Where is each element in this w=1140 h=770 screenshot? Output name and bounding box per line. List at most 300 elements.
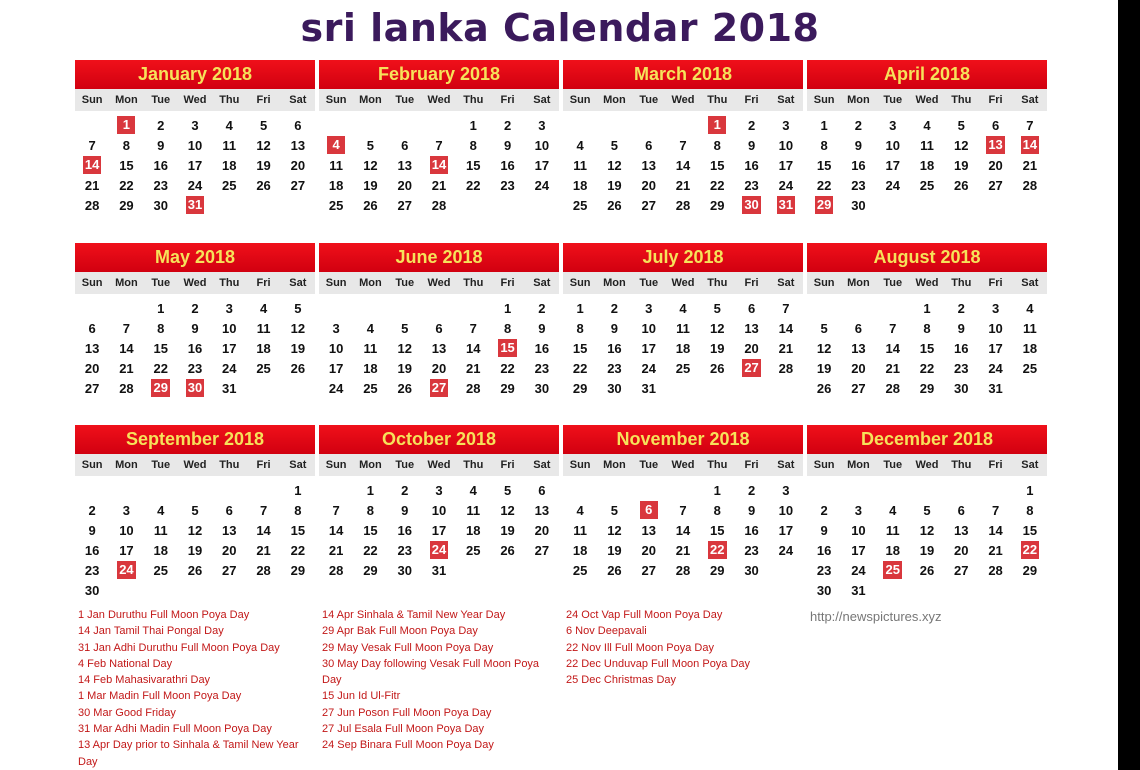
day-number: 19	[607, 177, 622, 193]
day-number: 25	[572, 197, 588, 213]
day-cell	[632, 520, 666, 540]
day-number: 5	[957, 117, 965, 133]
day-number: 20	[534, 522, 550, 538]
holiday-item: 22 Dec Unduvap Full Moon Poya Day	[566, 657, 751, 670]
empty-cell	[563, 480, 597, 500]
day-number: 9	[157, 137, 165, 153]
day-cell	[212, 500, 246, 520]
day-number: 11	[153, 522, 168, 538]
empty-cell	[597, 115, 631, 135]
day-number: 29	[153, 380, 168, 395]
day-number: 10	[328, 340, 344, 356]
day-number: 13	[954, 522, 969, 538]
weekday-label: Fri	[500, 459, 515, 471]
weekday-label: Mon	[359, 459, 382, 471]
day-cell	[666, 135, 700, 155]
day-number: 30	[84, 582, 100, 598]
day-cell	[666, 175, 700, 195]
empty-cell	[75, 115, 109, 135]
day-cell	[75, 580, 109, 600]
day-number: 18	[466, 522, 481, 538]
day-cell	[144, 338, 178, 358]
day-cell	[632, 378, 666, 398]
day-cell	[144, 520, 178, 540]
day-number: 3	[782, 117, 790, 133]
day-number: 15	[119, 157, 134, 173]
day-number: 27	[641, 197, 656, 213]
weekday-label: Sun	[569, 459, 591, 471]
day-cell	[978, 115, 1012, 135]
day-number: 9	[854, 137, 863, 153]
weekday-label: Thu	[707, 277, 728, 289]
day-cell	[597, 195, 631, 215]
day-cell	[910, 338, 944, 358]
day-cell	[525, 338, 559, 358]
day-cell	[734, 560, 768, 580]
day-number: 14	[988, 522, 1003, 538]
day-cell	[597, 298, 631, 318]
month-calendar	[807, 243, 1047, 398]
day-cell	[75, 135, 109, 155]
day-cell	[632, 338, 666, 358]
day-cell	[109, 318, 143, 338]
day-cell	[1013, 318, 1047, 338]
day-number: 6	[747, 300, 756, 316]
holiday-item: 4 Feb National Day	[78, 657, 173, 670]
day-cell	[109, 155, 143, 175]
day-number: 10	[431, 502, 447, 518]
day-number: 21	[885, 360, 900, 376]
day-cell	[281, 480, 315, 500]
day-cell	[212, 378, 246, 398]
holiday-item: 27 Jul Esala Full Moon Poya Day	[322, 723, 485, 736]
day-grid	[563, 480, 803, 580]
day-number: 25	[466, 542, 481, 558]
empty-cell	[807, 298, 841, 318]
day-number: 21	[431, 177, 447, 193]
day-number: 1	[576, 300, 584, 316]
day-cell	[563, 195, 597, 215]
day-cell	[1013, 560, 1047, 580]
day-number: 12	[397, 340, 412, 356]
day-number: 24	[988, 360, 1003, 376]
weekday-label: Mon	[115, 277, 138, 289]
day-number: 13	[431, 340, 447, 356]
day-cell	[490, 520, 524, 540]
day-cell	[807, 115, 841, 135]
day-number: 28	[119, 380, 134, 396]
day-number: 24	[534, 177, 550, 193]
day-number: 23	[84, 562, 100, 578]
day-number: 12	[363, 157, 378, 173]
empty-cell	[353, 298, 387, 318]
holiday-day	[769, 195, 803, 215]
day-number: 25	[222, 177, 237, 193]
day-cell	[388, 500, 422, 520]
day-number: 7	[435, 137, 443, 153]
weekday-header	[807, 89, 1047, 111]
day-number: 12	[816, 340, 832, 356]
day-number: 26	[256, 177, 271, 193]
empty-cell	[353, 115, 387, 135]
day-number: 25	[363, 380, 378, 396]
day-cell	[75, 175, 109, 195]
day-cell	[212, 155, 246, 175]
day-cell	[1013, 520, 1047, 540]
day-cell	[666, 195, 700, 215]
day-number: 27	[290, 177, 306, 193]
day-cell	[876, 115, 910, 135]
weekday-label: Mon	[847, 94, 870, 106]
day-number: 11	[573, 157, 588, 173]
day-cell	[563, 175, 597, 195]
day-number: 26	[607, 197, 622, 213]
day-number: 24	[431, 542, 447, 557]
day-number: 9	[747, 137, 756, 153]
day-number: 12	[954, 137, 969, 153]
day-cell	[632, 560, 666, 580]
day-cell	[1013, 298, 1047, 318]
day-cell	[944, 540, 978, 560]
day-cell	[1013, 358, 1047, 378]
holiday-item: 14 Jan Tamil Thai Pongal Day	[78, 625, 224, 638]
day-cell	[944, 318, 978, 338]
day-cell	[841, 358, 875, 378]
day-cell	[666, 318, 700, 338]
weekday-label: Mon	[603, 459, 626, 471]
day-cell	[563, 540, 597, 560]
day-cell	[353, 318, 387, 338]
day-cell	[353, 195, 387, 215]
day-number: 19	[256, 157, 271, 173]
day-cell	[876, 135, 910, 155]
day-cell	[178, 338, 212, 358]
day-cell	[841, 378, 875, 398]
day-cell	[144, 175, 178, 195]
day-number: 13	[744, 320, 759, 336]
day-number: 23	[500, 177, 515, 193]
day-cell	[1013, 175, 1047, 195]
day-number: 1	[294, 482, 302, 498]
holiday-column	[322, 607, 557, 754]
day-number: 28	[988, 562, 1003, 578]
day-cell	[212, 540, 246, 560]
day-cell	[490, 540, 524, 560]
day-cell	[490, 480, 524, 500]
holiday-day	[109, 115, 143, 135]
day-number: 20	[84, 360, 100, 376]
day-cell	[319, 318, 353, 338]
day-number: 4	[679, 300, 687, 316]
weekday-label: Fri	[744, 277, 759, 289]
month-calendar	[563, 425, 803, 580]
day-number: 4	[576, 502, 584, 518]
day-number: 22	[290, 542, 306, 558]
empty-cell	[841, 480, 875, 500]
day-cell	[944, 500, 978, 520]
day-cell	[632, 540, 666, 560]
month-calendar	[75, 60, 315, 215]
day-number: 17	[534, 157, 550, 173]
day-cell	[1013, 500, 1047, 520]
holiday-item: 29 May Vesak Full Moon Poya Day	[322, 641, 494, 654]
day-number: 7	[782, 300, 790, 316]
day-cell	[597, 378, 631, 398]
day-number: 18	[572, 177, 588, 193]
website-url[interactable]: http://newspictures.xyz	[810, 609, 942, 624]
day-number: 20	[641, 177, 656, 193]
day-cell	[944, 298, 978, 318]
day-cell	[910, 378, 944, 398]
day-cell	[281, 298, 315, 318]
weekday-label: Mon	[359, 277, 382, 289]
day-number: 28	[84, 197, 100, 213]
day-cell	[490, 135, 524, 155]
day-number: 13	[222, 522, 237, 538]
day-cell	[978, 520, 1012, 540]
day-number: 12	[256, 137, 271, 153]
day-number: 7	[88, 137, 96, 153]
day-number: 17	[222, 340, 237, 356]
day-number: 11	[920, 137, 934, 153]
day-cell	[700, 135, 734, 155]
day-cell	[525, 520, 559, 540]
day-cell	[490, 358, 524, 378]
day-cell	[212, 520, 246, 540]
day-number: 24	[885, 177, 900, 193]
day-number: 17	[885, 157, 900, 173]
day-number: 18	[256, 340, 271, 356]
day-cell	[319, 560, 353, 580]
day-cell	[841, 115, 875, 135]
day-cell	[876, 378, 910, 398]
day-cell	[876, 520, 910, 540]
empty-cell	[246, 480, 280, 500]
weekday-label: Sat	[289, 277, 307, 289]
day-number: 8	[576, 320, 584, 336]
empty-cell	[319, 298, 353, 318]
day-cell	[388, 560, 422, 580]
day-number: 7	[679, 502, 687, 518]
day-cell	[944, 560, 978, 580]
day-cell	[144, 500, 178, 520]
day-cell	[597, 520, 631, 540]
day-number: 26	[710, 360, 725, 376]
weekday-header	[75, 272, 315, 294]
day-number: 16	[534, 340, 550, 356]
day-number: 21	[988, 542, 1003, 558]
day-cell	[910, 155, 944, 175]
day-number: 21	[1022, 157, 1038, 173]
day-cell	[456, 378, 490, 398]
day-number: 26	[919, 562, 935, 578]
day-cell	[388, 195, 422, 215]
day-number: 7	[1026, 117, 1034, 133]
day-cell	[944, 358, 978, 378]
weekday-label: Sun	[813, 277, 835, 289]
day-cell	[490, 318, 524, 338]
weekday-header	[319, 89, 559, 111]
weekday-label: Tue	[883, 277, 903, 289]
day-number: 9	[957, 320, 965, 336]
day-number: 23	[534, 360, 550, 376]
month-calendar	[75, 243, 315, 398]
day-number: 22	[363, 542, 378, 558]
day-cell	[807, 520, 841, 540]
day-number: 2	[538, 300, 546, 316]
day-cell	[525, 115, 559, 135]
day-number: 23	[744, 542, 759, 558]
day-cell	[144, 540, 178, 560]
day-number: 30	[851, 197, 866, 213]
day-cell	[841, 175, 875, 195]
day-cell	[666, 560, 700, 580]
day-number: 8	[713, 137, 721, 153]
day-cell	[769, 500, 803, 520]
day-number: 14	[675, 522, 691, 538]
day-number: 27	[641, 562, 656, 578]
month-title: May 2018	[75, 243, 315, 272]
day-cell	[246, 500, 280, 520]
day-cell	[1013, 155, 1047, 175]
weekday-label: Tue	[151, 459, 171, 471]
weekday-label: Sat	[533, 94, 551, 106]
day-cell	[456, 155, 490, 175]
day-cell	[734, 500, 768, 520]
day-number: 9	[538, 320, 546, 336]
day-cell	[178, 540, 212, 560]
day-number: 24	[328, 380, 344, 396]
day-number: 12	[187, 522, 203, 538]
day-cell	[632, 298, 666, 318]
day-grid	[319, 115, 559, 215]
holiday-day	[734, 358, 768, 378]
weekday-label: Tue	[883, 459, 903, 471]
month-title: July 2018	[563, 243, 803, 272]
day-cell	[807, 155, 841, 175]
day-number: 13	[851, 340, 866, 356]
day-number: 25	[675, 360, 691, 376]
day-cell	[246, 338, 280, 358]
weekday-label: Mon	[115, 94, 138, 106]
day-number: 1	[157, 300, 165, 316]
empty-cell	[910, 480, 944, 500]
day-cell	[769, 480, 803, 500]
day-number: 15	[919, 340, 935, 356]
day-cell	[978, 175, 1012, 195]
weekday-label: Wed	[183, 459, 207, 471]
day-number: 7	[679, 137, 687, 153]
day-grid	[75, 115, 315, 215]
day-grid	[563, 115, 803, 215]
day-cell	[388, 540, 422, 560]
day-number: 17	[641, 340, 656, 356]
holiday-day	[700, 115, 734, 135]
day-number: 19	[919, 542, 935, 558]
day-number: 5	[820, 320, 828, 336]
day-cell	[353, 135, 387, 155]
holiday-day	[109, 560, 143, 580]
day-number: 20	[222, 542, 237, 558]
day-grid	[75, 480, 315, 600]
day-number: 7	[889, 320, 897, 336]
day-number: 19	[607, 542, 622, 558]
weekday-label: Wed	[671, 277, 695, 289]
day-number: 1	[117, 116, 135, 134]
day-number: 8	[713, 502, 721, 518]
weekday-label: Wed	[671, 94, 695, 106]
day-number: 24	[778, 177, 794, 193]
day-number: 12	[500, 502, 515, 518]
day-cell	[212, 298, 246, 318]
day-cell	[281, 540, 315, 560]
day-cell	[456, 540, 490, 560]
weekday-label: Fri	[256, 277, 271, 289]
day-grid	[807, 298, 1047, 398]
day-cell	[109, 540, 143, 560]
holiday-item: 31 Jan Adhi Duruthu Full Moon Poya Day	[78, 641, 280, 654]
day-cell	[144, 115, 178, 135]
day-number: 25	[885, 562, 900, 577]
day-number: 15	[500, 340, 515, 355]
day-number: 3	[122, 502, 131, 518]
day-number: 9	[503, 137, 512, 153]
weekday-label: Sun	[569, 94, 591, 106]
month-title: October 2018	[319, 425, 559, 454]
weekday-label: Sat	[1021, 277, 1039, 289]
day-cell	[700, 155, 734, 175]
day-number: 27	[988, 177, 1003, 193]
day-number: 14	[84, 157, 100, 172]
day-cell	[246, 298, 280, 318]
day-cell	[422, 338, 456, 358]
day-cell	[525, 135, 559, 155]
day-number: 11	[222, 137, 237, 153]
day-cell	[490, 175, 524, 195]
empty-cell	[388, 298, 422, 318]
day-number: 23	[607, 360, 622, 376]
empty-cell	[807, 480, 841, 500]
day-cell	[178, 115, 212, 135]
weekday-label: Tue	[639, 459, 659, 471]
day-number: 2	[854, 117, 863, 133]
day-number: 18	[153, 542, 168, 558]
day-number: 29	[816, 197, 832, 212]
day-number: 21	[119, 360, 134, 376]
weekday-label: Sun	[325, 94, 347, 106]
day-cell	[910, 298, 944, 318]
month-calendar	[75, 425, 315, 600]
month-title: September 2018	[75, 425, 315, 454]
holiday-day	[734, 195, 768, 215]
day-cell	[388, 338, 422, 358]
day-number: 16	[954, 340, 969, 356]
day-number: 28	[1022, 177, 1038, 193]
day-cell	[353, 540, 387, 560]
day-cell	[876, 175, 910, 195]
day-cell	[978, 500, 1012, 520]
day-cell	[632, 155, 666, 175]
day-cell	[388, 135, 422, 155]
day-number: 10	[988, 320, 1003, 336]
day-number: 11	[1022, 320, 1037, 336]
day-number: 23	[744, 177, 759, 193]
day-number: 4	[923, 117, 931, 133]
day-cell	[944, 135, 978, 155]
day-cell	[910, 318, 944, 338]
month-title: December 2018	[807, 425, 1047, 454]
day-cell	[525, 540, 559, 560]
